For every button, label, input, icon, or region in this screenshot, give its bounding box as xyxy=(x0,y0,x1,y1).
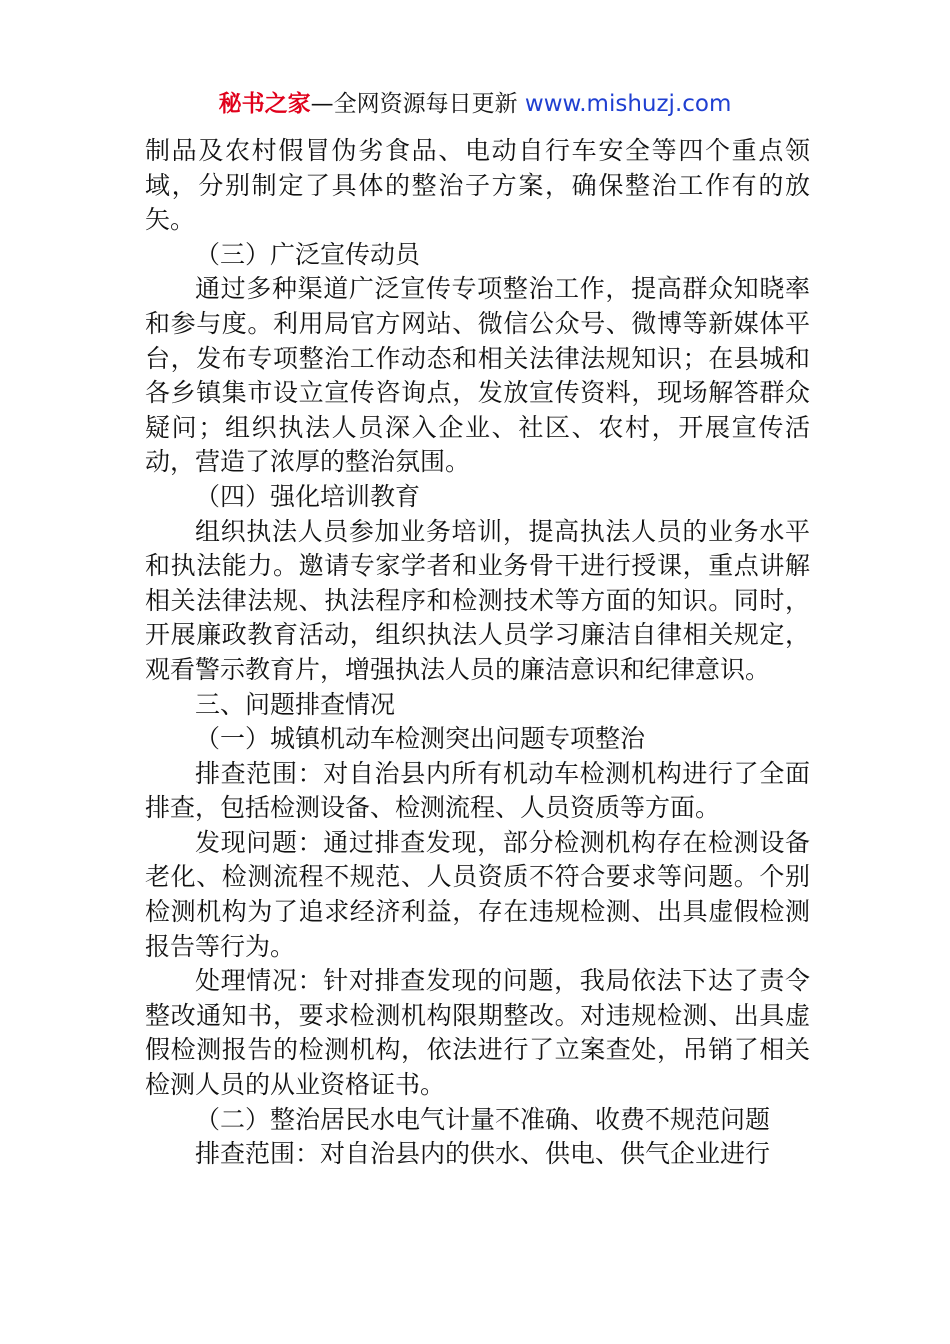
paragraph-findings-1: 发现问题：通过排查发现，部分检测机构存在检测设备老化、检测流程不规范、人员资质不符合要求等问题。个别检测机构为了追求经济利益，存在违规检测、出具虚假检测报告等行为。 xyxy=(145,827,810,961)
section-heading-publicity: （三）广泛宣传动员 xyxy=(195,239,421,269)
section-heading-training: （四）强化培训教育 xyxy=(195,481,421,511)
paragraph-training: 组织执法人员参加业务培训，提高执法人员的业务水平和执法能力。邀请专家学者和业务骨干进行授课，重点讲解相关法律法规、执法程序和检测技术等方面的知识。同时，开展廉政教育活动，组织执法人员学习廉洁自律相关规定，观看警示教育片，增强执法人员的廉洁意识和纪律意识。 xyxy=(145,516,810,684)
paragraph-publicity: 通过多种渠道广泛宣传专项整治工作，提高群众知晓率和参与度。利用局官方网站、微信公众号、微博等新媒体平台，发布专项整治工作动态和相关法律法规知识；在县城和各乡镇集市设立宣传咨询点，发放宣传资料，现场解答群众疑问；组织执法人员深入企业、社区、农村，开展宣传活动，营造了浓厚的整治氛围。 xyxy=(145,274,810,477)
header-tagline: —全网资源每日更新 xyxy=(310,91,525,117)
document-body xyxy=(145,134,810,1172)
subsection-heading-utilities: （二）整治居民水电气计量不准确、收费不规范问题 xyxy=(195,1104,771,1134)
page-header xyxy=(0,84,950,124)
brand-name: 秘书之家 xyxy=(218,91,311,117)
paragraph-handling-1: 处理情况：针对排查发现的问题，我局依法下达了责令整改通知书，要求检测机构限期整改。对违规检测、出具虚假检测报告的检测机构，依法进行了立案查处，吊销了相关检测人员的从业资格证书。 xyxy=(145,966,810,1100)
section-heading-investigation: 三、问题排查情况 xyxy=(195,689,396,719)
subsection-heading-vehicle-inspection: （一）城镇机动车检测突出问题专项整治 xyxy=(195,724,646,754)
paragraph-scope-2: 排查范围：对自治县内的供水、供电、供气企业进行 xyxy=(195,1139,771,1169)
paragraph-continued: 制品及农村假冒伪劣食品、电动自行车安全等四个重点领域，分别制定了具体的整治子方案，确保整治工作有的放矢。 xyxy=(145,136,810,235)
paragraph-scope-1: 排查范围：对自治县内所有机动车检测机构进行了全面排查，包括检测设备、检测流程、人员资质等方面。 xyxy=(145,758,810,823)
header-url: www.mishuzj.com xyxy=(524,91,732,117)
